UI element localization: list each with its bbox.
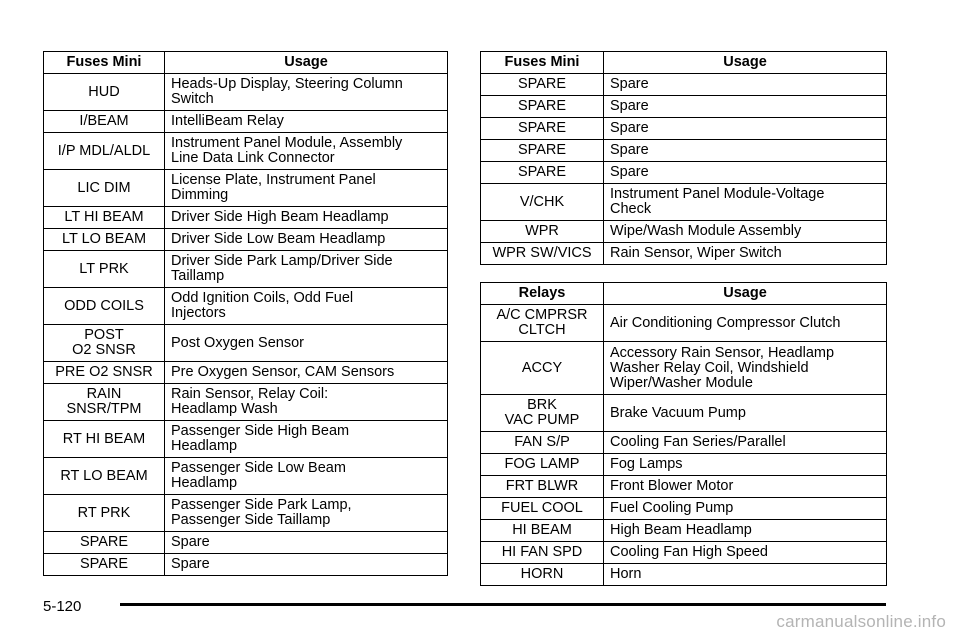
cell-usage: Rain Sensor, Relay Coil: Headlamp Wash — [165, 384, 448, 421]
cell-usage: IntelliBeam Relay — [165, 111, 448, 133]
cell-fuse-name: LT HI BEAM — [44, 207, 165, 229]
cell-usage: Accessory Rain Sensor, Headlamp Washer Relay Coil, Windshield Wiper/Washer Module — [604, 342, 887, 395]
cell-fuse-name: LIC DIM — [44, 170, 165, 207]
cell-usage: Passenger Side High Beam Headlamp — [165, 421, 448, 458]
cell-usage: Brake Vacuum Pump — [604, 395, 887, 432]
table-row — [481, 476, 887, 498]
column-header-usage: Usage — [165, 52, 448, 74]
cell-usage: Instrument Panel Module, Assembly Line Data Link Connector — [165, 133, 448, 170]
cell-usage: Odd Ignition Coils, Odd Fuel Injectors — [165, 288, 448, 325]
cell-fuse-name: SPARE — [44, 532, 165, 554]
cell-fuse-name: HORN — [481, 564, 604, 586]
cell-fuse-name: LT PRK — [44, 251, 165, 288]
table-row — [481, 221, 887, 243]
cell-usage: Driver Side Park Lamp/Driver Side Taillamp — [165, 251, 448, 288]
cell-usage: Passenger Side Low Beam Headlamp — [165, 458, 448, 495]
table-row — [44, 362, 448, 384]
cell-usage: Driver Side High Beam Headlamp — [165, 207, 448, 229]
site-watermark: carmanualsonline.info — [776, 612, 946, 631]
cell-fuse-name: PRE O2 SNSR — [44, 362, 165, 384]
cell-fuse-name: POST O2 SNSR — [44, 325, 165, 362]
cell-fuse-name: I/BEAM — [44, 111, 165, 133]
cell-usage: Horn — [604, 564, 887, 586]
table-row — [44, 495, 448, 532]
cell-usage: License Plate, Instrument Panel Dimming — [165, 170, 448, 207]
table-row — [481, 74, 887, 96]
table-row — [44, 288, 448, 325]
cell-usage: Cooling Fan High Speed — [604, 542, 887, 564]
relays-table — [480, 282, 887, 586]
cell-fuse-name: A/C CMPRSR CLTCH — [481, 305, 604, 342]
cell-fuse-name: ACCY — [481, 342, 604, 395]
cell-usage: Rain Sensor, Wiper Switch — [604, 243, 887, 265]
table-row — [44, 554, 448, 576]
cell-usage: Spare — [604, 96, 887, 118]
column-header-usage: Usage — [604, 52, 887, 74]
cell-usage: Pre Oxygen Sensor, CAM Sensors — [165, 362, 448, 384]
table-row — [481, 564, 887, 586]
cell-fuse-name: SPARE — [44, 554, 165, 576]
cell-fuse-name: SPARE — [481, 140, 604, 162]
table-row — [44, 251, 448, 288]
cell-usage: Fuel Cooling Pump — [604, 498, 887, 520]
cell-fuse-name: ODD COILS — [44, 288, 165, 325]
cell-fuse-name: RT HI BEAM — [44, 421, 165, 458]
cell-fuse-name: SPARE — [481, 162, 604, 184]
cell-fuse-name: WPR — [481, 221, 604, 243]
cell-usage: Spare — [165, 554, 448, 576]
cell-usage: High Beam Headlamp — [604, 520, 887, 542]
table-header-row — [481, 283, 887, 305]
cell-fuse-name: I/P MDL/ALDL — [44, 133, 165, 170]
table-header-row — [44, 52, 448, 74]
table-row — [44, 229, 448, 251]
cell-fuse-name: FAN S/P — [481, 432, 604, 454]
cell-fuse-name: LT LO BEAM — [44, 229, 165, 251]
table-row — [481, 498, 887, 520]
cell-fuse-name: HI BEAM — [481, 520, 604, 542]
cell-usage: Instrument Panel Module-Voltage Check — [604, 184, 887, 221]
column-header-fuse: Fuses Mini — [481, 52, 604, 74]
cell-fuse-name: HUD — [44, 74, 165, 111]
cell-usage: Post Oxygen Sensor — [165, 325, 448, 362]
cell-fuse-name: WPR SW/VICS — [481, 243, 604, 265]
table-header-row — [481, 52, 887, 74]
table-row — [481, 96, 887, 118]
cell-fuse-name: FOG LAMP — [481, 454, 604, 476]
table-row — [44, 421, 448, 458]
table-row — [481, 542, 887, 564]
table-row — [481, 118, 887, 140]
cell-usage: Front Blower Motor — [604, 476, 887, 498]
cell-usage: Spare — [604, 140, 887, 162]
cell-usage: Wipe/Wash Module Assembly — [604, 221, 887, 243]
table-row — [44, 384, 448, 421]
cell-fuse-name: V/CHK — [481, 184, 604, 221]
cell-fuse-name: FUEL COOL — [481, 498, 604, 520]
table-row — [481, 184, 887, 221]
table-row — [44, 170, 448, 207]
fuses-mini-table-left — [43, 51, 448, 576]
cell-fuse-name: RT PRK — [44, 495, 165, 532]
table-row — [481, 342, 887, 395]
table-row — [481, 305, 887, 342]
cell-fuse-name: HI FAN SPD — [481, 542, 604, 564]
cell-fuse-name: SPARE — [481, 118, 604, 140]
cell-usage: Spare — [604, 118, 887, 140]
cell-usage: Cooling Fan Series/Parallel — [604, 432, 887, 454]
table-row — [481, 140, 887, 162]
column-header-usage: Usage — [604, 283, 887, 305]
table-row — [44, 532, 448, 554]
table-row — [481, 395, 887, 432]
page-number: 5-120 — [43, 598, 82, 615]
table-row — [44, 74, 448, 111]
table-row — [44, 325, 448, 362]
cell-usage: Fog Lamps — [604, 454, 887, 476]
fuses-mini-table-right — [480, 51, 887, 265]
cell-usage: Spare — [604, 162, 887, 184]
table-row — [481, 520, 887, 542]
table-row — [44, 111, 448, 133]
cell-usage: Heads-Up Display, Steering Column Switch — [165, 74, 448, 111]
table-row — [481, 432, 887, 454]
cell-fuse-name: SPARE — [481, 96, 604, 118]
table-row — [481, 162, 887, 184]
column-header-fuse: Fuses Mini — [44, 52, 165, 74]
cell-usage: Passenger Side Park Lamp, Passenger Side Taillamp — [165, 495, 448, 532]
footer-divider — [120, 603, 886, 606]
cell-fuse-name: BRK VAC PUMP — [481, 395, 604, 432]
cell-fuse-name: SPARE — [481, 74, 604, 96]
cell-usage: Air Conditioning Compressor Clutch — [604, 305, 887, 342]
column-header-relay: Relays — [481, 283, 604, 305]
cell-usage: Spare — [165, 532, 448, 554]
cell-usage: Spare — [604, 74, 887, 96]
table-row — [481, 243, 887, 265]
cell-fuse-name: RAIN SNSR/TPM — [44, 384, 165, 421]
cell-fuse-name: FRT BLWR — [481, 476, 604, 498]
table-row — [44, 458, 448, 495]
table-row — [44, 207, 448, 229]
table-row — [481, 454, 887, 476]
cell-fuse-name: RT LO BEAM — [44, 458, 165, 495]
table-row — [44, 133, 448, 170]
cell-usage: Driver Side Low Beam Headlamp — [165, 229, 448, 251]
